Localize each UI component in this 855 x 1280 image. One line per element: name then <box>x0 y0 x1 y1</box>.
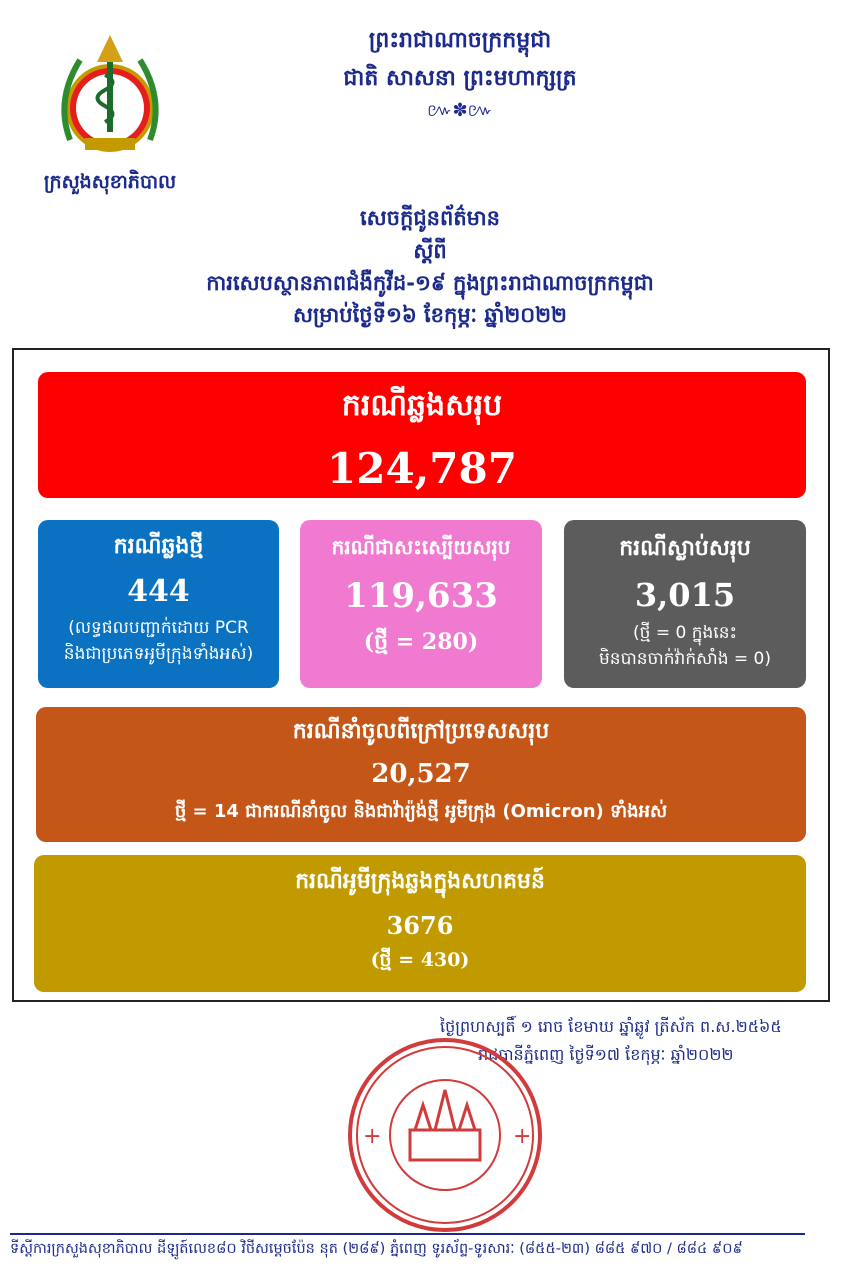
new-cases-value: 444 <box>127 574 190 609</box>
deaths-note-1: (ថ្មី = 0 ក្នុងនេះ <box>633 623 737 643</box>
new-cases-label: ករណីឆ្លងថ្មី <box>113 534 204 559</box>
omicron-community-card <box>34 855 806 992</box>
svg-text:+: + <box>513 1124 532 1149</box>
deaths-label: ករណីស្លាប់សរុប <box>619 536 751 561</box>
new-cases-note-1: (លទ្ធផលបញ្ជាក់ដោយ PCR <box>68 618 249 638</box>
imported-cases-note: ថ្មី = 14 ជាករណីនាំចូល និងជាវ៉ារ្យ៉ង់ថ្មី អូមីក្រុង (Omicron) ទាំងអស់ <box>174 801 668 822</box>
deaths-note-2: មិនបានចាក់វ៉ាក់សាំង = 0) <box>599 649 771 669</box>
motto: ជាតិ សាសនា ព្រះមហាក្សត្រ <box>343 66 577 91</box>
recovered-value: 119,633 <box>344 576 498 616</box>
new-cases-card <box>38 520 279 688</box>
about-label: ស្តីពី <box>413 239 447 263</box>
deaths-card <box>564 520 806 688</box>
svg-text:+: + <box>363 1124 382 1149</box>
recovered-new-note: (ថ្មី = 280) <box>363 629 479 655</box>
total-cases-label: ករណីឆ្លងសរុប <box>341 388 503 423</box>
new-cases-note-2: និងជាប្រភេទអូមីក្រុងទាំងអស់) <box>63 644 254 664</box>
subject-title: ការសេបស្ថានភាពជំងឺកូវីដ-១៩ ក្នុងព្រះរាជាណាចក្រកម្ពុជា <box>206 271 654 295</box>
official-seal <box>345 1035 545 1235</box>
signing-date: រាជធានីភ្នំពេញ ថ្ងៃទី១៧ ខែកុម្ភៈ ឆ្នាំ២០២២ <box>478 1045 734 1064</box>
press-release-title: សេចក្តីជូនព័ត៌មាន <box>360 206 500 230</box>
omicron-community-value: 3676 <box>386 911 454 940</box>
footer-address: ទីស្តីការក្រសួងសុខាភិបាល ដីឡូត៍លេខ៨០ វិថីសម្តេចប៉ែន នុត (២៨៩) ភ្នំពេញ ទូរស័ព្ទ-ទូរសារៈ (៨៥៥-២៣) ៨៨៥ ៩៧០ / ៨៨៤ ៩០៩ <box>10 1241 743 1257</box>
header-ornament: ៚✽៚ <box>426 100 494 121</box>
report-date: សម្រាប់ថ្ងៃទី១៦ ខែកុម្ភៈ ឆ្នាំ២០២២ <box>293 303 567 327</box>
ministry-logo <box>45 30 175 165</box>
ministry-of-health-emblem-icon <box>45 30 175 165</box>
imported-cases-card <box>36 707 806 842</box>
imported-cases-value: 20,527 <box>371 759 471 789</box>
ministry-seal-stamp-icon <box>345 1035 545 1235</box>
lunar-date: ថ្ងៃព្រហស្បតិ៍ ១ រោច ខែមាឃ ឆ្នាំឆ្លូវ ត្រីស័ក ព.ស.២៥៦៥ <box>440 1017 782 1036</box>
total-cases-value: 124,787 <box>327 444 517 493</box>
deaths-value: 3,015 <box>634 576 736 614</box>
recovered-label: ករណីជាសះស្បើយសរុប <box>331 535 511 559</box>
omicron-community-note: (ថ្មី = 430) <box>370 949 470 971</box>
imported-cases-label: ករណីនាំចូលពីក្រៅប្រទេសសរុប <box>292 719 550 744</box>
ministry-name: ក្រសួងសុខាភិបាល <box>43 171 177 193</box>
footer-divider <box>10 1233 805 1235</box>
kingdom-title: ព្រះរាជាណាចក្រកម្ពុជា <box>368 28 552 53</box>
recovered-card <box>300 520 542 688</box>
total-cases-card <box>38 372 806 498</box>
omicron-community-label: ករណីអូមីក្រុងឆ្លងក្នុងសហគមន៍ <box>295 869 545 894</box>
